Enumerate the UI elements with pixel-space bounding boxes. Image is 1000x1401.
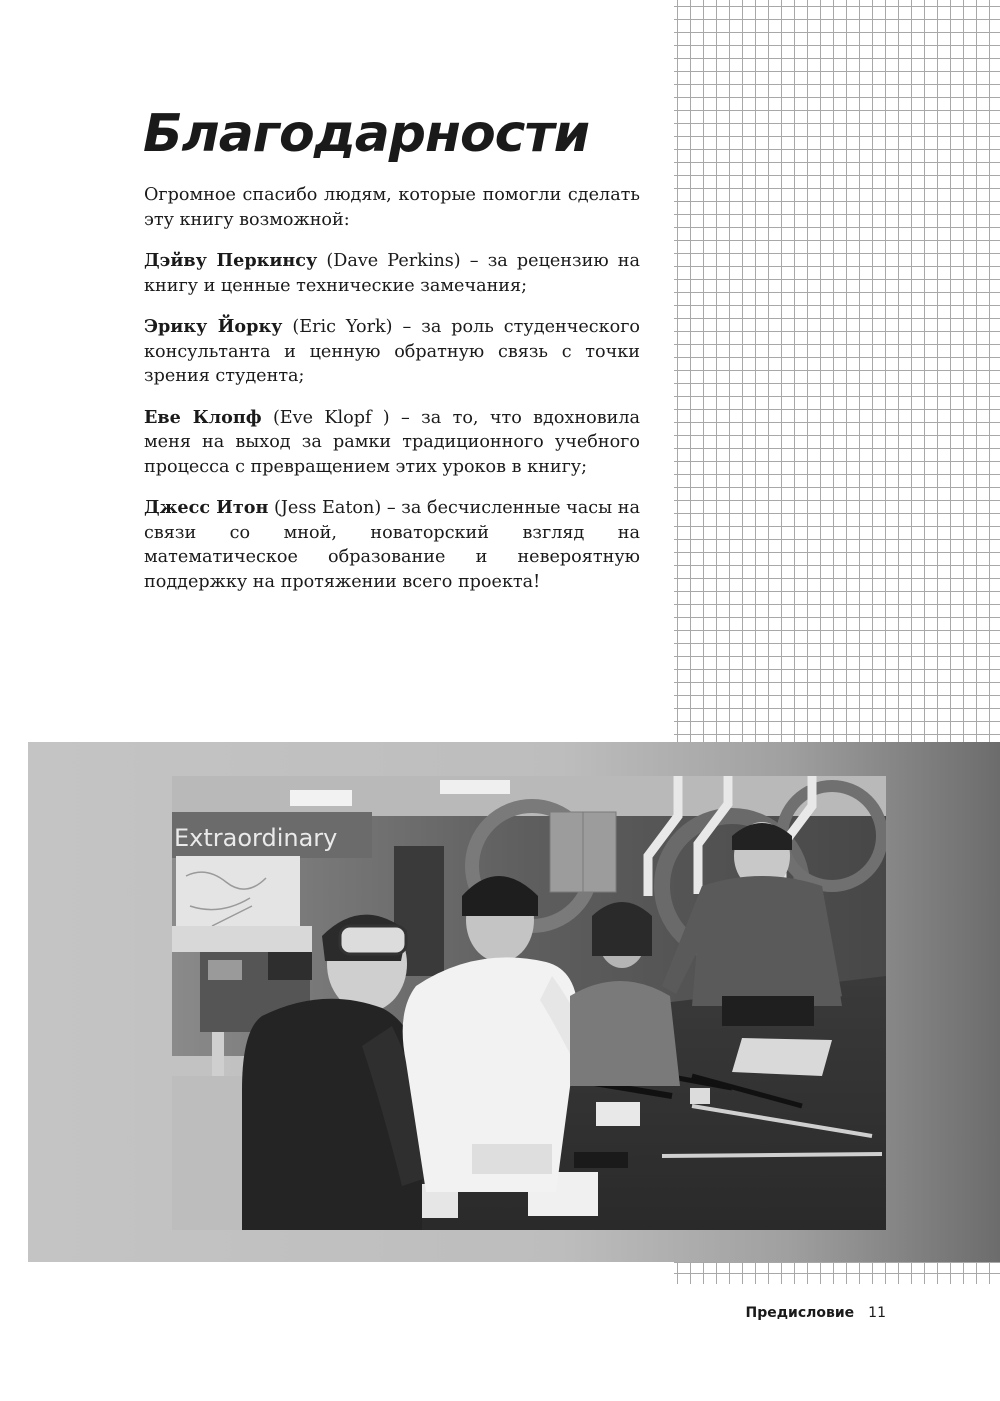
thanks-paragraph [144,406,640,480]
thanks-original-name: (Dave Perkins) [326,251,461,271]
classroom-photo [172,776,886,1230]
thanks-name: Еве Клопф [144,406,262,428]
graph-paper-strip [674,1262,1000,1284]
thanks-text: – за то, что вдохновила меня на выход за рамки традиционного учебного процесса с превращением этих уроков в книгу; [144,407,641,477]
intro-paragraph: Огромное спасибо людям, которые помогли сделать эту книгу возможной: [144,185,640,230]
thanks-name: Джесс Итон [144,497,269,518]
thanks-text: – за бесчисленные часы на связи со мной, новаторский взгляд на математическое образование и невероятную поддержку на протяжении всего проекта! [144,498,640,592]
wall-sign-text: Extraordinary [174,824,338,852]
thanks-text: – за роль студенческого консультанта и ценную обратную связь с точки зрения студента; [144,317,641,386]
graph-paper-decoration [674,0,1000,742]
thanks-original-name: (Jess Eaton) [273,498,382,518]
thanks-text: – за рецензию на книгу и ценные технические замечания; [144,251,640,296]
acknowledgements-text [144,183,640,611]
page-number: 11 [868,1305,886,1321]
section-name: Предисловие [745,1305,855,1321]
thanks-original-name: (Eve Klopf ) [272,407,390,428]
page-footer [745,1305,886,1321]
thanks-name: Дэйву Перкинсу [144,250,318,271]
thanks-original-name: (Eric York) [292,317,393,337]
thanks-paragraph [144,315,640,389]
page-title: Благодарности [143,104,590,164]
thanks-name: Эрику Йорку [144,316,283,337]
thanks-paragraph [144,496,640,594]
thanks-paragraph [144,249,640,298]
